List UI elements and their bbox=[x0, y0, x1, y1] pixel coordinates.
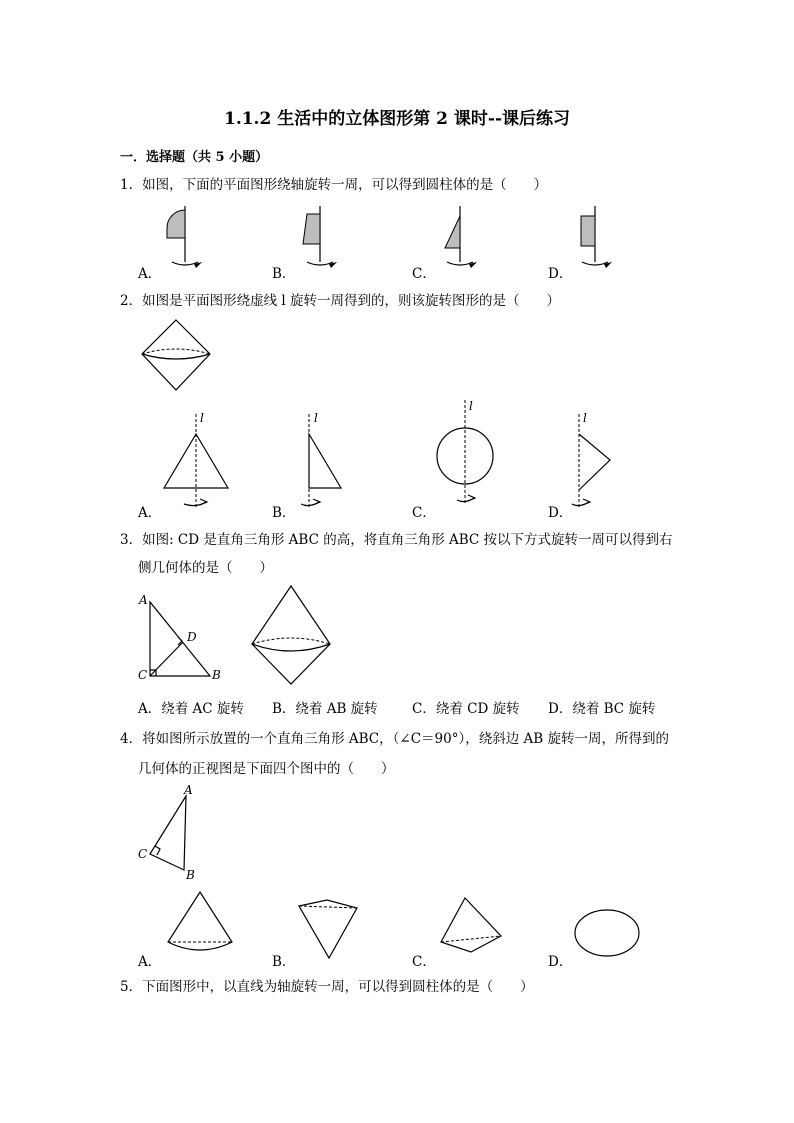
q4-option-d[interactable]: D． bbox=[548, 954, 573, 970]
q1-figure-b bbox=[295, 206, 345, 276]
q2-rotated-solid-figure bbox=[138, 318, 214, 398]
q3-double-cone-solid bbox=[248, 584, 334, 690]
q3-option-a[interactable]: A．绕着 AC 旋转 bbox=[138, 701, 244, 717]
q4-figure-a bbox=[160, 890, 240, 962]
question-2-text: 2．如图是平面图形绕虚线 l 旋转一周得到的，则该旋转图形的是（ ） bbox=[120, 293, 560, 309]
q2-option-a[interactable]: A． bbox=[138, 505, 162, 521]
q2-figure-c bbox=[432, 398, 498, 508]
q1-figure-a bbox=[160, 206, 210, 276]
q3-option-c[interactable]: C．绕着 CD 旋转 bbox=[412, 701, 520, 717]
q2-figure-b bbox=[295, 412, 355, 510]
question-1-text: 1．如图，下面的平面图形绕轴旋转一周，可以得到圆柱体的是（ ） bbox=[120, 177, 548, 193]
question-3-text-line2: 侧几何体的是（ ） bbox=[138, 560, 273, 576]
question-4-text-line1: 4．将如图所示放置的一个直角三角形 ABC，（∠C＝90°），绕斜边 AB 旋转一周，所得到的 bbox=[120, 731, 669, 747]
question-4-text-line2: 几何体的正视图是下面四个图中的（ ） bbox=[138, 761, 395, 777]
q2-figure-a bbox=[160, 412, 240, 510]
q4-figure-d bbox=[572, 908, 644, 960]
q3-label-c: C bbox=[138, 668, 148, 682]
q3-label-d: D bbox=[187, 630, 197, 644]
section-heading: 一．选择题（共 5 小题） bbox=[120, 150, 269, 165]
q2-option-d[interactable]: D． bbox=[548, 505, 573, 521]
q4-right-triangle-figure bbox=[138, 784, 208, 884]
q1-option-a[interactable]: A． bbox=[138, 266, 162, 282]
q2-option-b[interactable]: B． bbox=[272, 505, 296, 521]
q4-label-c: C bbox=[138, 847, 148, 861]
q1-figure-c bbox=[435, 206, 485, 276]
q4-label-b: B bbox=[186, 868, 195, 882]
page-title: 1.1.2 生活中的立体图形第 2 课时--课后练习 bbox=[223, 109, 571, 129]
q2-option-c[interactable]: C． bbox=[412, 505, 436, 521]
question-3-text-line1: 3．如图: CD 是直角三角形 ABC 的高，将直角三角形 ABC 按以下方式旋转一周可以得到右 bbox=[120, 532, 673, 548]
q3-label-b: B bbox=[212, 668, 221, 682]
q3-option-b[interactable]: B．绕着 AB 旋转 bbox=[272, 701, 378, 717]
q2-b-axis-label: l bbox=[314, 411, 318, 425]
q4-label-a: A bbox=[184, 783, 193, 797]
q2-c-axis-label: l bbox=[469, 399, 473, 413]
q1-figure-d bbox=[570, 206, 620, 276]
q1-option-b[interactable]: B． bbox=[272, 266, 296, 282]
q2-a-axis-label: l bbox=[200, 411, 204, 425]
q4-option-a[interactable]: A． bbox=[138, 954, 162, 970]
q4-option-c[interactable]: C． bbox=[412, 954, 436, 970]
q4-figure-c bbox=[435, 894, 505, 962]
q3-option-d[interactable]: D．绕着 BC 旋转 bbox=[548, 701, 656, 717]
q3-label-a: A bbox=[139, 593, 148, 607]
q2-d-axis-label: l bbox=[583, 411, 587, 425]
q4-option-b[interactable]: B． bbox=[272, 954, 296, 970]
q2-figure-d bbox=[568, 412, 618, 510]
q4-figure-b bbox=[295, 896, 365, 966]
q1-option-c[interactable]: C． bbox=[412, 266, 436, 282]
q1-option-d[interactable]: D． bbox=[548, 266, 573, 282]
question-5-text: 5．下面图形中，以直线为轴旋转一周，可以得到圆柱体的是（ ） bbox=[120, 979, 534, 995]
